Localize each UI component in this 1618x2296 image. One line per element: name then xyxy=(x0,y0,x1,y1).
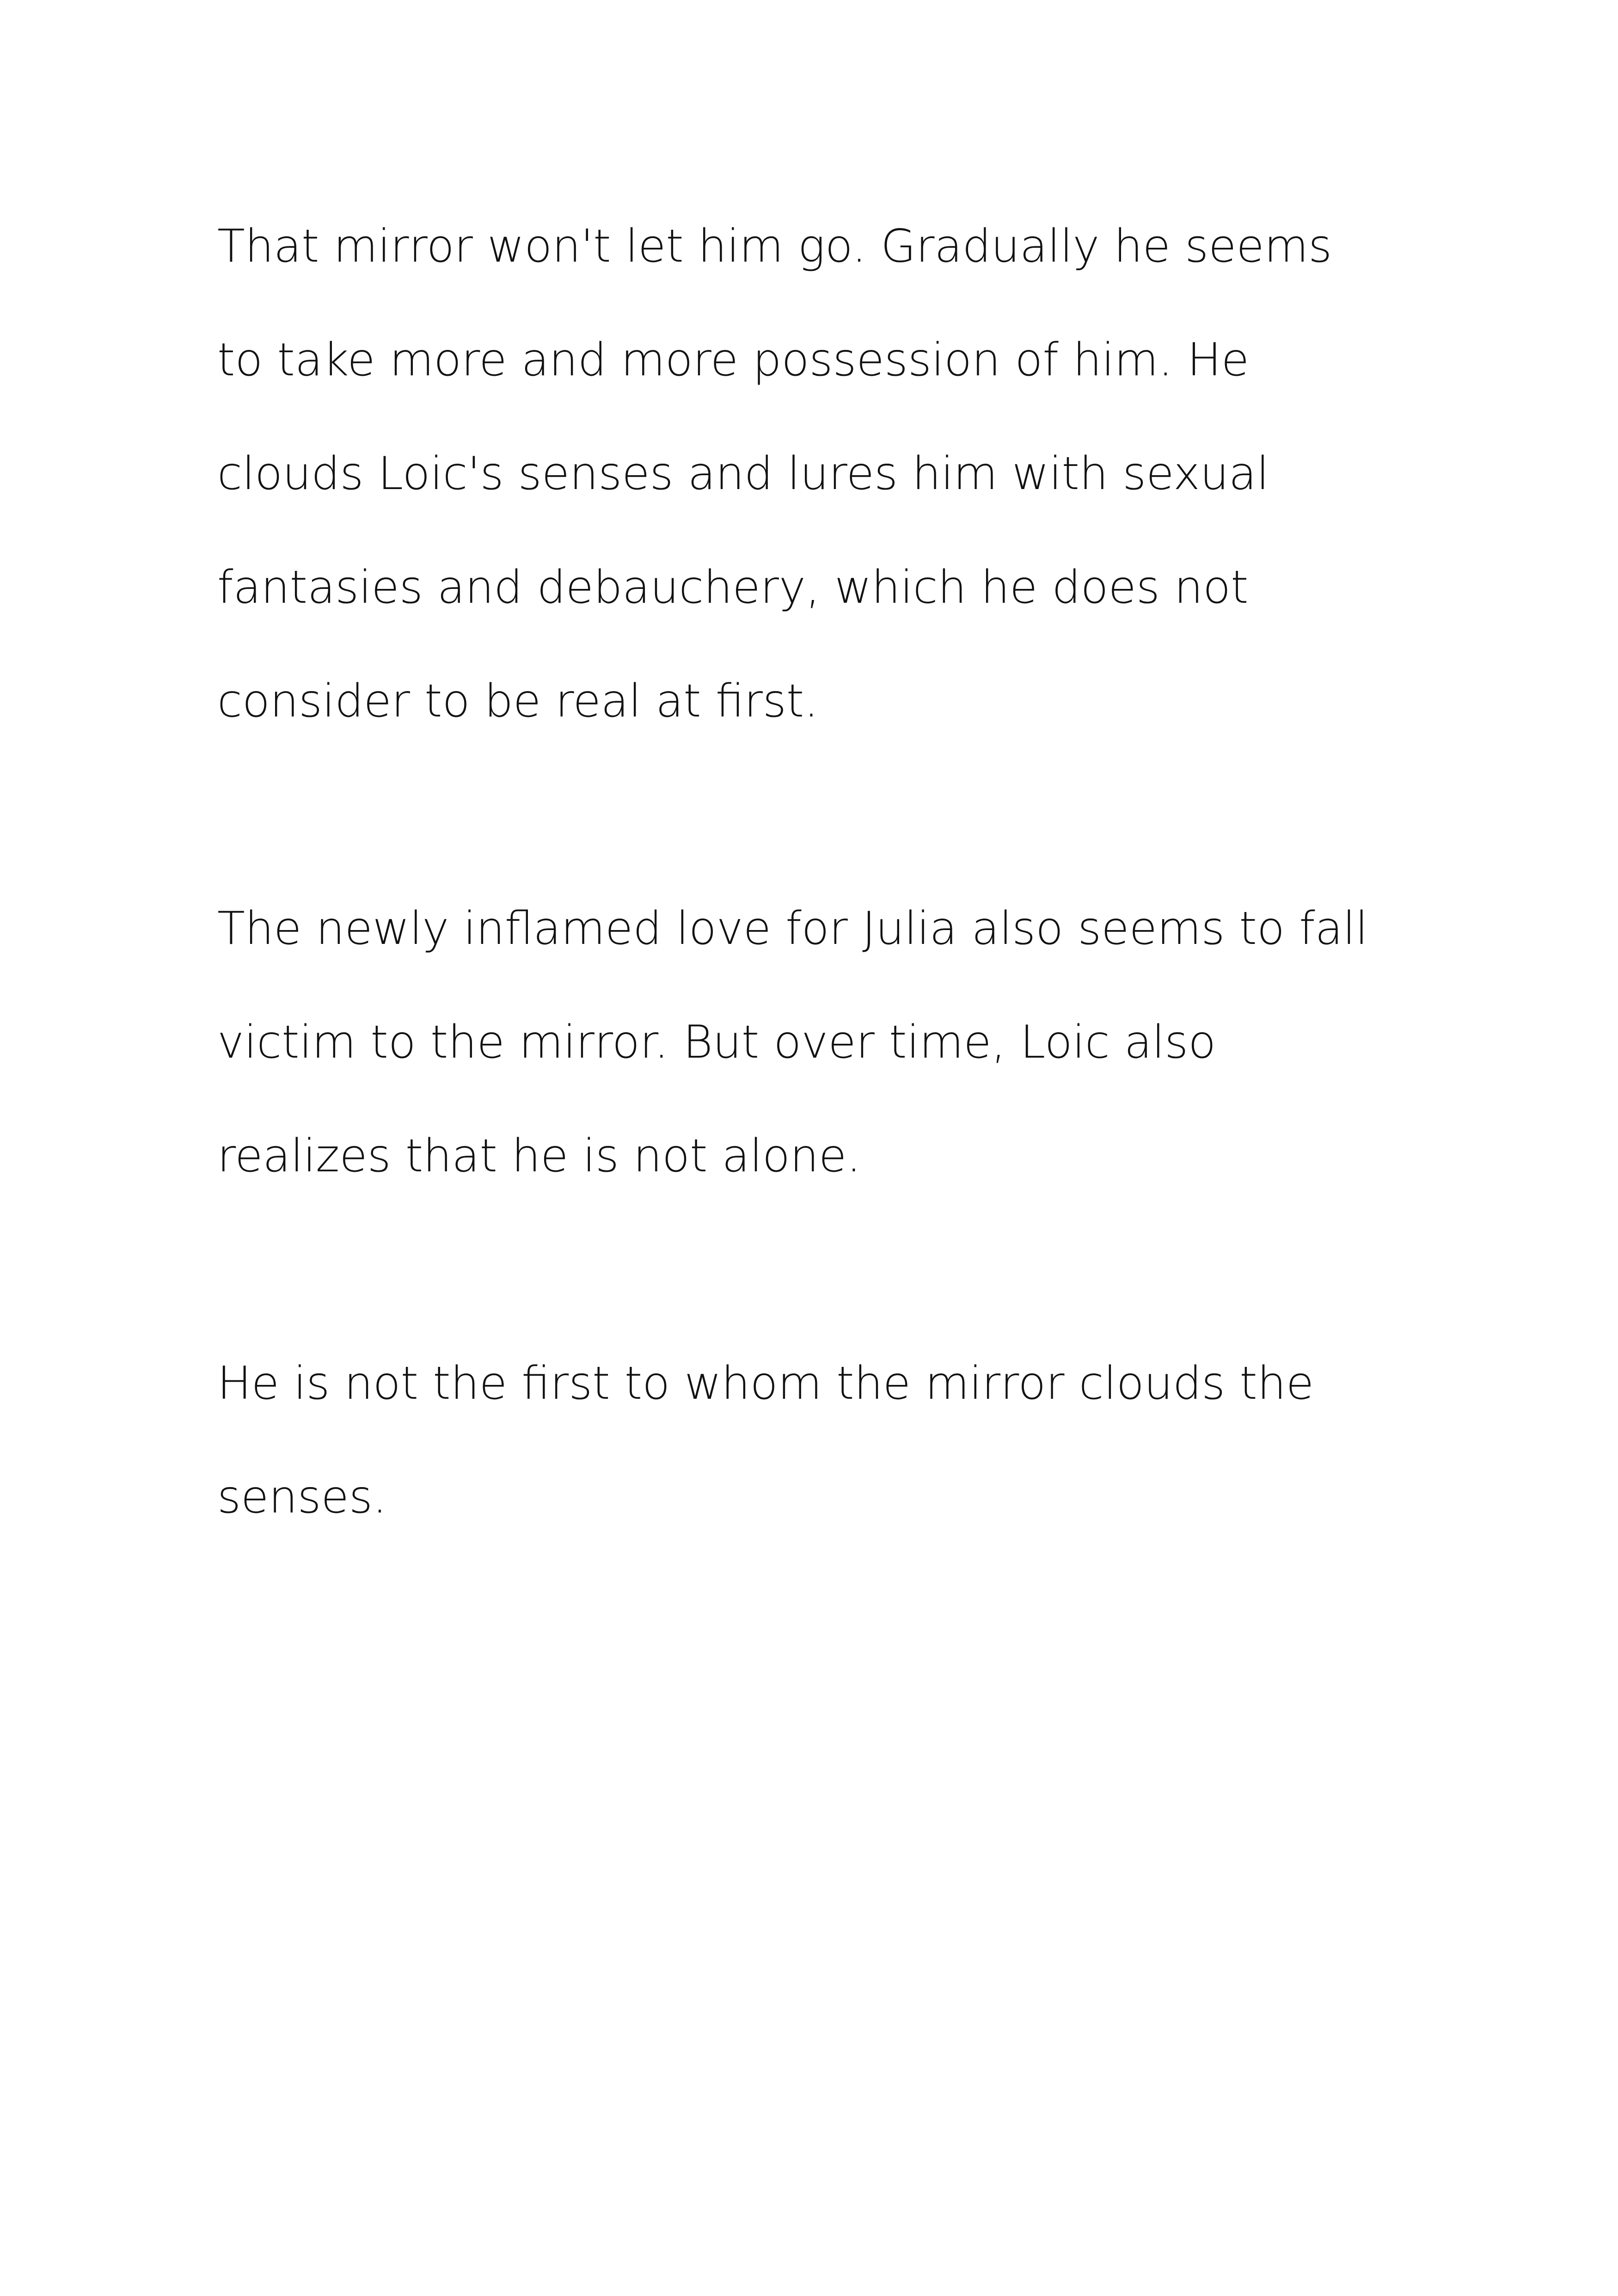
paragraph-1 xyxy=(217,190,1465,758)
text-line: realizes that he is not alone. xyxy=(217,1130,861,1182)
text-line: The newly inflamed love for Julia also seems to fall xyxy=(217,902,1368,955)
text-line: clouds Loic's senses and lures him with sexual xyxy=(217,447,1269,500)
paragraph-3 xyxy=(217,1327,1465,1554)
text-line: consider to be real at first. xyxy=(217,675,819,728)
text-line: senses. xyxy=(217,1471,387,1524)
text-line: to take more and more possession of him. He xyxy=(217,334,1250,386)
text-line: victim to the mirror. But over time, Loic also xyxy=(217,1016,1216,1069)
paragraph-spacer xyxy=(217,758,1465,872)
paragraph-2 xyxy=(217,872,1465,1213)
body-text xyxy=(217,190,1465,1554)
text-line: That mirror won't let him go. Gradually he seems xyxy=(217,220,1332,273)
paragraph-spacer xyxy=(217,1213,1465,1327)
text-line: fantasies and debauchery, which he does not xyxy=(217,561,1249,614)
text-line: He is not the first to whom the mirror clouds the xyxy=(217,1357,1314,1410)
